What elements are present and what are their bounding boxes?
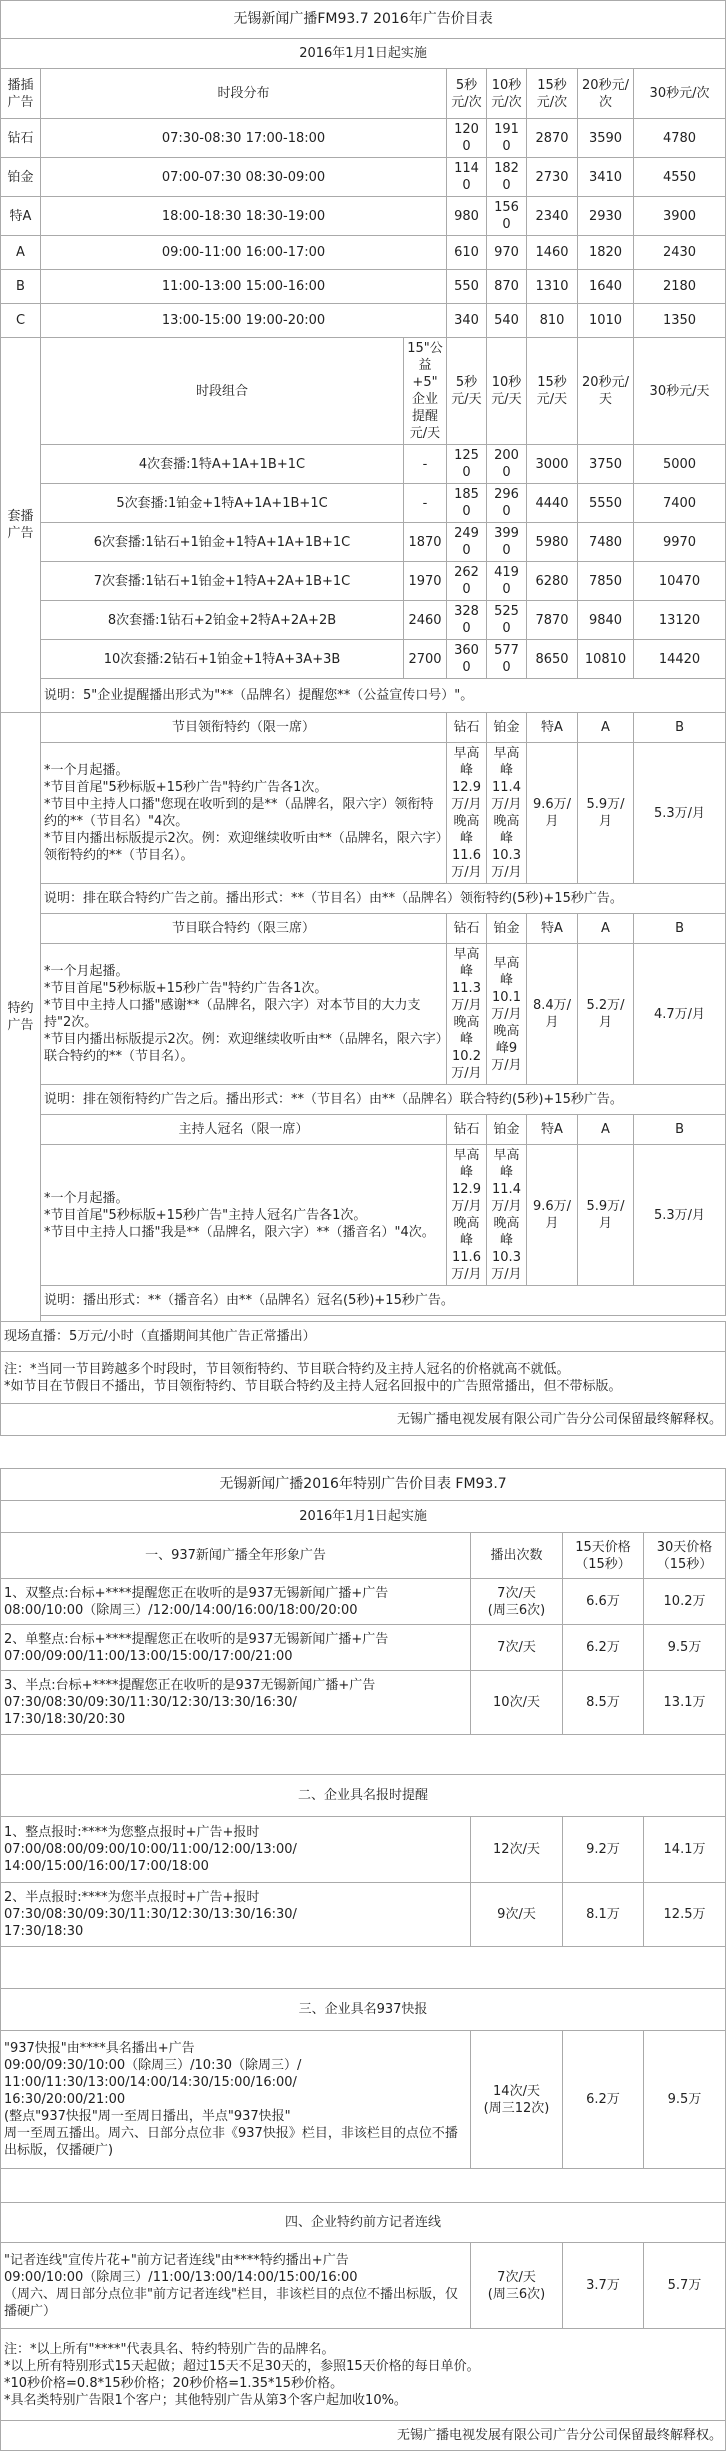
col-header: 铂金 [487, 713, 527, 743]
block-desc: *一个月起播。 *节目首尾"5秒标版+15秒广告"主持人冠名广告各1次。 *节目中主持人口播"我是**（品牌名，限六字）**（播音名）"4次。 [41, 1145, 447, 1286]
price-cell: 6.6万 [563, 1579, 644, 1625]
price-cell: 早高峰12.9万/月 晚高峰11.6万/月 [447, 1145, 487, 1286]
combo-name: 6次套播:1钻石+1铂金+1特A+1A+1B+1C [41, 523, 404, 562]
price-cell: 2000 [487, 445, 527, 484]
table-row [1, 1817, 726, 1883]
col-header: 钻石 [447, 1115, 487, 1145]
special-price-table-2016 [0, 1468, 726, 2451]
price-cell: 5.9万/月 [578, 743, 634, 884]
block-title: 节目联合特约（限三席） [41, 914, 447, 944]
price-cell: 10470 [634, 562, 726, 601]
item-times: 7次/天 [471, 1625, 563, 1671]
table-row [1, 197, 726, 236]
price-cell: 1640 [578, 270, 634, 304]
price-cell: 14.1万 [644, 1817, 726, 1883]
price-cell: 1350 [634, 304, 726, 338]
price-cell: 610 [447, 236, 487, 270]
price-cell: 2460 [404, 601, 447, 640]
company-disclaimer: 无锡广播电视发展有限公司广告分公司保留最终解释权。 [1, 1404, 726, 1436]
price-cell: 1310 [527, 270, 578, 304]
price-cell: 3900 [634, 197, 726, 236]
table-row [1, 304, 726, 338]
price-cell: 810 [527, 304, 578, 338]
col-header-type: 播插广告 [1, 69, 41, 119]
footnote: 注：*以上所有"****"代表具名、特约特别广告的品牌名。 *以上所有特别形式15天起做；超过15天不足30天的，参照15天价格的每日单价。 *10秒价格=0.8*15秒价格；20秒价格=1.35*15秒价格。 *具名类特别广告限1个客户；其他特别广告从第3个客户起加收10%。 [1, 2329, 726, 2421]
price-cell: 13.1万 [644, 1671, 726, 1735]
table-row [1, 1625, 726, 1671]
col-header: 铂金 [487, 914, 527, 944]
table-row [1, 601, 726, 640]
price-cell: 1250 [447, 445, 487, 484]
price-cell: - [404, 445, 447, 484]
item-times: 10次/天 [471, 1671, 563, 1735]
col-header-20s: 20秒元/次 [578, 69, 634, 119]
price-cell: 5.9万/月 [578, 1145, 634, 1286]
col-header-15s-day: 15秒元/天 [527, 338, 578, 445]
table-row [1, 484, 726, 523]
price-cell: 9.6万/月 [527, 743, 578, 884]
table-row [1, 1671, 726, 1735]
price-cell: 2180 [634, 270, 726, 304]
col-header: 特A [527, 713, 578, 743]
table-row [1, 1883, 726, 1947]
price-cell: 3.7万 [563, 2243, 644, 2329]
col-header-15d: 15天价格（15秒） [563, 1533, 644, 1579]
price-cell: 2430 [634, 236, 726, 270]
price-cell: 980 [447, 197, 487, 236]
price-cell: 2960 [487, 484, 527, 523]
price-cell: 7480 [578, 523, 634, 562]
table-row [1, 1579, 726, 1625]
combo-name: 10次套播:2钻石+1铂金+1特A+3A+3B [41, 640, 404, 679]
price-cell: 9.5万 [644, 2031, 726, 2169]
col-header-30s: 30秒元/次 [634, 69, 726, 119]
block-note: 说明：排在领衔特约广告之后。播出形式：**（节目名）由**（品牌名）联合特约(5秒)+15秒广告。 [41, 1085, 726, 1115]
table-row [1, 236, 726, 270]
price-cell: 7400 [634, 484, 726, 523]
price-cell: 2340 [527, 197, 578, 236]
price-cell: 8.5万 [563, 1671, 644, 1735]
price-cell: 2870 [527, 119, 578, 158]
price-cell: 3600 [447, 640, 487, 679]
col-header: B [634, 713, 726, 743]
price-cell: 5.7万 [644, 2243, 726, 2329]
price-cell: 1460 [527, 236, 578, 270]
price-cell: 5.2万/月 [578, 944, 634, 1085]
price-cell: 2490 [447, 523, 487, 562]
price-cell: 14420 [634, 640, 726, 679]
footnote: 注：*当同一节目跨越多个时段时，节目领衔特约、节目联合特约及主持人冠名的价格就高不就低。 *如节目在节假日不播出，节目领衔特约、节目联合特约及主持人冠名回报中的广告照常播出，但不带标版。 [1, 1352, 726, 1404]
price-cell: 9.6万/月 [527, 1145, 578, 1286]
table-gap [0, 1436, 725, 1468]
section-label-special: 特约广告 [1, 713, 41, 1322]
item-times: 7次/天 (周三6次) [471, 2243, 563, 2329]
price-cell: 9840 [578, 601, 634, 640]
section-title: 四、企业特约前方记者连线 [1, 2203, 726, 2243]
section-title: 三、企业具名937快报 [1, 1989, 726, 2031]
price-cell: 4.7万/月 [634, 944, 726, 1085]
price-cell: 8.4万/月 [527, 944, 578, 1085]
price-cell: 9970 [634, 523, 726, 562]
price-cell: 1820 [487, 158, 527, 197]
company-disclaimer: 无锡广播电视发展有限公司广告分公司保留最终解释权。 [1, 2421, 726, 2451]
item-times: 14次/天 (周三12次) [471, 2031, 563, 2169]
col-header-30s-day: 30秒元/天 [634, 338, 726, 445]
block-note: 说明：排在联合特约广告之前。播出形式：**（节目名）由**（品牌名）领衔特约(5秒)+15秒广告。 [41, 884, 726, 914]
price-cell: 早高峰11.4万/月 晚高峰10.3万/月 [487, 1145, 527, 1286]
price-cell: 3990 [487, 523, 527, 562]
price-cell: 早高峰11.3万/月 晚高峰10.2万/月 [447, 944, 487, 1085]
price-cell: 13120 [634, 601, 726, 640]
price-cell: 2930 [578, 197, 634, 236]
slot-time: 11:00-13:00 15:00-16:00 [41, 270, 447, 304]
price-cell: 540 [487, 304, 527, 338]
slot-time: 07:00-07:30 08:30-09:00 [41, 158, 447, 197]
item-desc: "937快报"由****具名播出+广告 09:00/09:30/10:00（除周三）/10:30（除周三）/ 11:00/11:30/13:00/14:00/14:30/15:00/16:00/ 16:30/20:00/21:00 (整点"937快报"周一至周日播出，半点"937快报" 周一至周五播出。周六、日部分点位非《937快报》栏目，非该栏目的点位不播出标版，仅播硬广) [1, 2031, 471, 2169]
price-cell: 5.3万/月 [634, 743, 726, 884]
table-row [1, 523, 726, 562]
slot-time: 13:00-15:00 19:00-20:00 [41, 304, 447, 338]
price-cell: 2620 [447, 562, 487, 601]
price-cell: 340 [447, 304, 487, 338]
price-cell: 1870 [404, 523, 447, 562]
price-cell: 早高峰10.1万/月 晚高峰9万/月 [487, 944, 527, 1085]
table-title: 无锡新闻广播FM93.7 2016年广告价目表 [1, 1, 726, 39]
price-cell: 10810 [578, 640, 634, 679]
item-desc: "记者连线"宣传片花+"前方记者连线"由****特约播出+广告 09:00/10:00（除周三）/11:00/13:00/14:00/15:00/16:00 （周六、周日部分点位非"前方记者连线"栏目，非该栏目的点位不播出标版，仅播硬广） [1, 2243, 471, 2329]
col-header-5s-day: 5秒元/天 [447, 338, 487, 445]
slot-name: B [1, 270, 41, 304]
table-row [1, 119, 726, 158]
price-cell: 早高峰11.4万/月 晚高峰10.3万/月 [487, 743, 527, 884]
col-header-combo: 时段组合 [41, 338, 404, 445]
price-cell: 7850 [578, 562, 634, 601]
combo-name: 4次套播:1特A+1A+1B+1C [41, 445, 404, 484]
price-cell: 3750 [578, 445, 634, 484]
table-row [1, 158, 726, 197]
slot-name: A [1, 236, 41, 270]
block-title: 主持人冠名（限一席） [41, 1115, 447, 1145]
block-desc: *一个月起播。 *节目首尾"5秒标版+15秒广告"特约广告各1次。 *节目中主持人口播"感谢**（品牌名，限六字）对本节目的大力支持"2次。 *节目内播出标版提示2次。例：欢迎继续收听由**（品牌名，限六字）联合特约的**（节目名）。 [41, 944, 447, 1085]
table-row [1, 270, 726, 304]
effective-date: 2016年1月1日起实施 [1, 1501, 726, 1533]
price-cell: 9.5万 [644, 1625, 726, 1671]
block-note: 说明：播出形式：**（播音名）由**（品牌名）冠名(5秒)+15秒广告。 [41, 1286, 726, 1316]
col-header: 钻石 [447, 713, 487, 743]
price-cell: 1560 [487, 197, 527, 236]
col-header-5s: 5秒元/次 [447, 69, 487, 119]
price-cell: 5250 [487, 601, 527, 640]
slot-name: C [1, 304, 41, 338]
price-cell: 4550 [634, 158, 726, 197]
item-desc: 2、单整点:台标+****提醒您正在收听的是937无锡新闻广播+广告 07:00/09:00/11:00/13:00/15:00/17:00/21:00 [1, 1625, 471, 1671]
item-times: 9次/天 [471, 1883, 563, 1947]
price-cell: 2730 [527, 158, 578, 197]
table-row [1, 562, 726, 601]
item-times: 7次/天 (周三6次) [471, 1579, 563, 1625]
col-header-30d: 30天价格（15秒） [644, 1533, 726, 1579]
col-header: 特A [527, 1115, 578, 1145]
price-cell: 4440 [527, 484, 578, 523]
item-desc: 1、整点报时:****为您整点报时+广告+报时 07:00/08:00/09:00/10:00/11:00/12:00/13:00/ 14:00/15:00/16:00/17:00/18:00 [1, 1817, 471, 1883]
price-cell: 2700 [404, 640, 447, 679]
col-header-public: 15"公益+5"企业提醒元/天 [404, 338, 447, 445]
block-title: 节目领衔特约（限一席） [41, 713, 447, 743]
price-cell: 1910 [487, 119, 527, 158]
col-header-15s: 15秒元/次 [527, 69, 578, 119]
section-title: 一、937新闻广播全年形象广告 [1, 1533, 471, 1579]
table-row [1, 640, 726, 679]
col-header: B [634, 914, 726, 944]
price-cell: 3280 [447, 601, 487, 640]
slot-time: 07:30-08:30 17:00-18:00 [41, 119, 447, 158]
price-cell: 1010 [578, 304, 634, 338]
col-header: A [578, 713, 634, 743]
col-header-time: 时段分布 [41, 69, 447, 119]
combo-name: 5次套播:1铂金+1特A+1A+1B+1C [41, 484, 404, 523]
price-cell: 1970 [404, 562, 447, 601]
price-cell: 5550 [578, 484, 634, 523]
price-cell: 1140 [447, 158, 487, 197]
table-row [1, 2243, 726, 2329]
item-desc: 2、半点报时:****为您半点报时+广告+报时 07:30/08:30/09:30/11:30/12:30/13:30/16:30/ 17:30/18:30 [1, 1883, 471, 1947]
item-desc: 1、双整点:台标+****提醒您正在收听的是937无锡新闻广播+广告 08:00/10:00（除周三）/12:00/14:00/16:00/18:00/20:00 [1, 1579, 471, 1625]
col-header-times: 播出次数 [471, 1533, 563, 1579]
slot-name: 特A [1, 197, 41, 236]
price-cell: 3000 [527, 445, 578, 484]
price-cell: 6.2万 [563, 1625, 644, 1671]
combo-name: 8次套播:1钻石+2铂金+2特A+2A+2B [41, 601, 404, 640]
price-cell: - [404, 484, 447, 523]
table-row [1, 445, 726, 484]
price-cell: 6.2万 [563, 2031, 644, 2169]
price-cell: 5770 [487, 640, 527, 679]
item-times: 12次/天 [471, 1817, 563, 1883]
col-header: 特A [527, 914, 578, 944]
price-cell: 1820 [578, 236, 634, 270]
price-cell: 870 [487, 270, 527, 304]
price-cell: 970 [487, 236, 527, 270]
col-header: A [578, 914, 634, 944]
effective-date: 2016年1月1日起实施 [1, 39, 726, 69]
col-header-10s: 10秒元/次 [487, 69, 527, 119]
col-header: B [634, 1115, 726, 1145]
slot-name: 铂金 [1, 158, 41, 197]
combo-note: 说明：5"企业提醒播出形式为"**（品牌名）提醒您**（公益宣传口号）"。 [41, 679, 726, 713]
section-title: 二、企业具名报时提醒 [1, 1775, 726, 1817]
price-cell: 8650 [527, 640, 578, 679]
price-cell: 8.1万 [563, 1883, 644, 1947]
price-cell: 7870 [527, 601, 578, 640]
col-header: 铂金 [487, 1115, 527, 1145]
price-cell: 4190 [487, 562, 527, 601]
price-cell: 4780 [634, 119, 726, 158]
price-cell: 5980 [527, 523, 578, 562]
combo-name: 7次套播:1钻石+1铂金+1特A+2A+1B+1C [41, 562, 404, 601]
price-cell: 9.2万 [563, 1817, 644, 1883]
price-cell: 3410 [578, 158, 634, 197]
col-header: 钻石 [447, 914, 487, 944]
slot-time: 09:00-11:00 16:00-17:00 [41, 236, 447, 270]
col-header-10s-day: 10秒元/天 [487, 338, 527, 445]
price-cell: 5000 [634, 445, 726, 484]
price-cell: 12.5万 [644, 1883, 726, 1947]
table-row [1, 2031, 726, 2169]
table-title: 无锡新闻广播2016年特别广告价目表 FM93.7 [1, 1469, 726, 1501]
col-header: A [578, 1115, 634, 1145]
block-desc: *一个月起播。 *节目首尾"5秒标版+15秒广告"特约广告各1次。 *节目中主持人口播"您现在收听到的是**（品牌名，限六字）领衔特约的**（节目名）"4次。 *节目内播出标版提示2次。例：欢迎继续收听由**（品牌名，限六字）领衔特约的**（节目名）。 [41, 743, 447, 884]
section-label-combo: 套播广告 [1, 338, 41, 713]
price-cell: 早高峰12.9万/月 晚高峰11.6万/月 [447, 743, 487, 884]
price-cell: 6280 [527, 562, 578, 601]
price-cell: 1200 [447, 119, 487, 158]
price-cell: 1850 [447, 484, 487, 523]
price-cell: 5.3万/月 [634, 1145, 726, 1286]
price-cell: 3590 [578, 119, 634, 158]
slot-time: 18:00-18:30 18:30-19:00 [41, 197, 447, 236]
price-cell: 10.2万 [644, 1579, 726, 1625]
price-cell: 550 [447, 270, 487, 304]
slot-name: 钻石 [1, 119, 41, 158]
live-broadcast: 现场直播：5万元/小时（直播期间其他广告正常播出） [1, 1322, 726, 1352]
col-header-20s-day: 20秒元/天 [578, 338, 634, 445]
item-desc: 3、半点:台标+****提醒您正在收听的是937无锡新闻广播+广告 07:30/08:30/09:30/11:30/12:30/13:30/16:30/ 17:30/18:30/20:30 [1, 1671, 471, 1735]
